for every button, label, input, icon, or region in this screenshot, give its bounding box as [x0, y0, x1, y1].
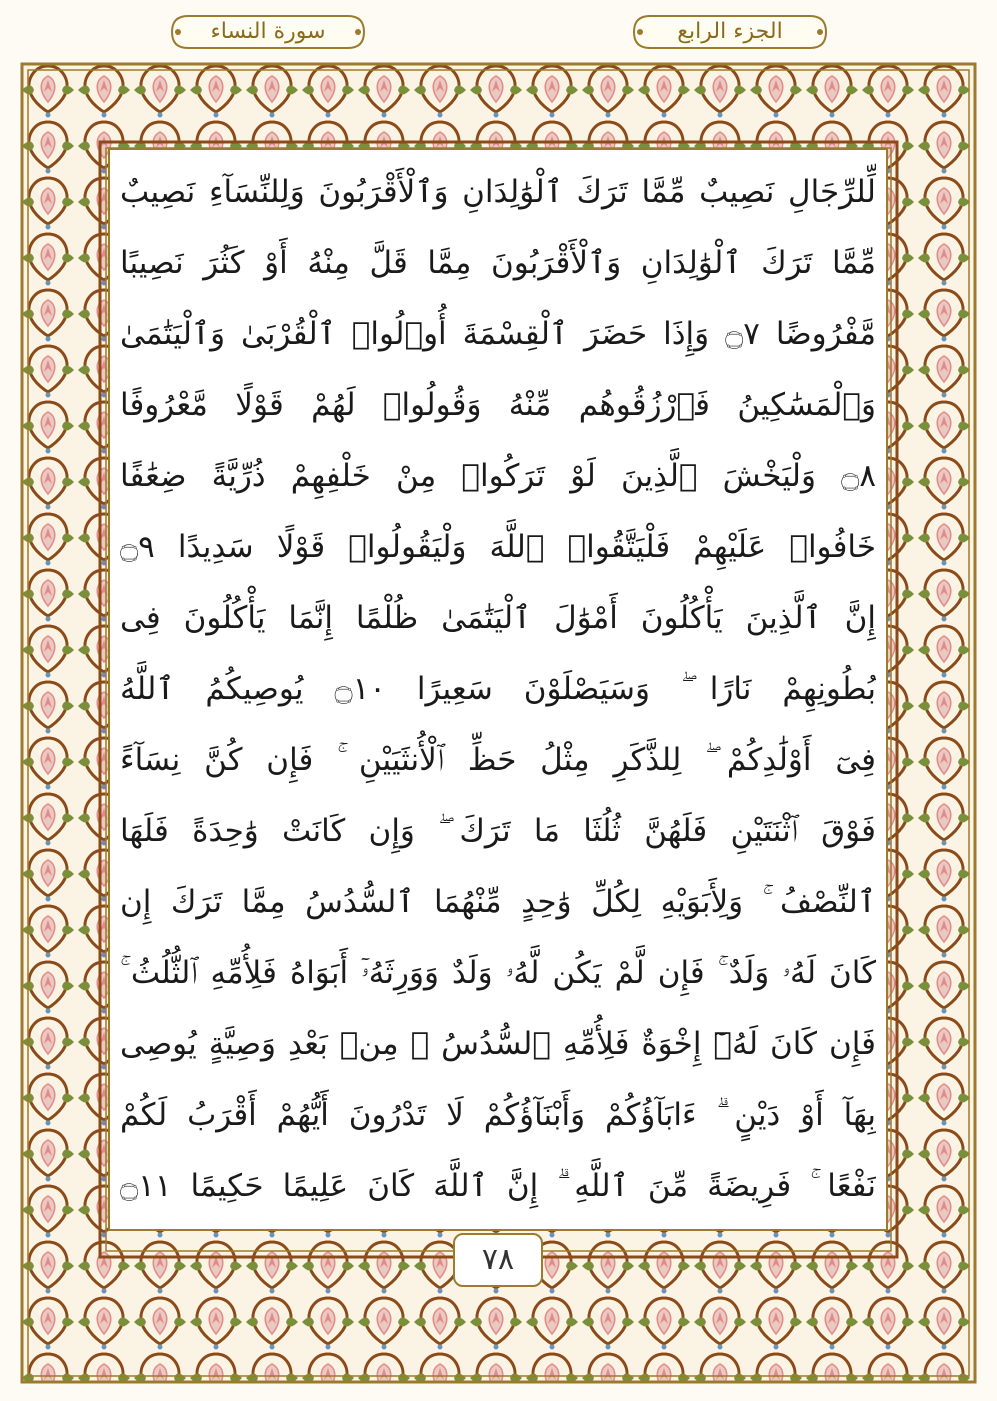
- quran-line-13: فَإِن كَانَ لَهُۥٓ إِخْوَةٌ فَلِأُمِّهِ ٱلسُّدُسُ ۚ مِنۢ بَعْدِ وَصِيَّةٍ يُوصِى: [120, 1026, 876, 1062]
- quran-line-4: وَٱلْمَسَٰكِينُ فَٱرْزُقُوهُم مِّنْهُ وَقُولُوا۟ لَهُمْ قَوْلًا مَّعْرُوفًا: [120, 387, 876, 423]
- quran-line-10: فَوْقَ ٱثْنَتَيْنِ فَلَهُنَّ ثُلُثَا مَا تَرَكَ ۖ وَإِن كَانَتْ وَٰحِدَةً فَلَهَا: [120, 813, 876, 849]
- page-number: ٧٨: [481, 1242, 515, 1277]
- quran-line-8: بُطُونِهِمْ نَارًا ۖ وَسَيَصْلَوْنَ سَعِيرًا ۝١٠ يُوصِيكُمُ ٱللَّهُ: [120, 671, 876, 707]
- surah-name-cartouche: [168, 12, 368, 52]
- quran-line-6: خَافُوا۟ عَلَيْهِمْ فَلْيَتَّقُوا۟ ٱللَّهَ وَلْيَقُولُوا۟ قَوْلًا سَدِيدًا ۝٩: [120, 529, 876, 565]
- page-number-box: [453, 1233, 543, 1287]
- quran-line-12: كَانَ لَهُۥ وَلَدٌ ۚ فَإِن لَّمْ يَكُن لَّهُۥ وَلَدٌ وَوَرِثَهُۥٓ أَبَوَاهُ فَلِأُمِّهِ ٱلثُّلُثُ ۚ: [120, 955, 876, 991]
- quran-line-11: ٱلنِّصْفُ ۚ وَلِأَبَوَيْهِ لِكُلِّ وَٰحِدٍ مِّنْهُمَا ٱلسُّدُسُ مِمَّا تَرَكَ إِن: [120, 884, 876, 920]
- quran-text-panel: [108, 148, 888, 1231]
- quran-line-14: بِهَآ أَوْ دَيْنٍ ۗ ءَابَآؤُكُمْ وَأَبْنَآؤُكُمْ لَا تَدْرُونَ أَيُّهُمْ أَقْرَبُ لَكُمْ: [120, 1097, 876, 1133]
- juz-name-cartouche: [630, 12, 830, 52]
- quran-line-9: فِىٓ أَوْلَٰدِكُمْ ۖ لِلذَّكَرِ مِثْلُ حَظِّ ٱلْأُنثَيَيْنِ ۚ فَإِن كُنَّ نِسَآءً: [120, 742, 876, 778]
- surah-name: سورة النساء: [210, 19, 326, 44]
- quran-line-1: لِّلرِّجَالِ نَصِيبٌ مِّمَّا تَرَكَ ٱلْوَٰلِدَانِ وَٱلْأَقْرَبُونَ وَلِلنِّسَآءِ نَصِيبٌ: [120, 174, 876, 210]
- quran-line-15: نَفْعًا ۚ فَرِيضَةً مِّنَ ٱللَّهِ ۗ إِنَّ ٱللَّهَ كَانَ عَلِيمًا حَكِيمًا ۝١١: [120, 1168, 876, 1204]
- quran-line-2: مِّمَّا تَرَكَ ٱلْوَٰلِدَانِ وَٱلْأَقْرَبُونَ مِمَّا قَلَّ مِنْهُ أَوْ كَثُرَ نَصِيبًا: [120, 245, 876, 281]
- quran-line-3: مَّفْرُوضًا ۝٧ وَإِذَا حَضَرَ ٱلْقِسْمَةَ أُو۟لُوا۟ ٱلْقُرْبَىٰ وَٱلْيَتَٰمَىٰ: [120, 316, 876, 352]
- quran-line-7: إِنَّ ٱلَّذِينَ يَأْكُلُونَ أَمْوَٰلَ ٱلْيَتَٰمَىٰ ظُلْمًا إِنَّمَا يَأْكُلُونَ فِى: [120, 600, 876, 636]
- quran-line-5: ۝٨ وَلْيَخْشَ ٱلَّذِينَ لَوْ تَرَكُوا۟ مِنْ خَلْفِهِمْ ذُرِّيَّةً ضِعَٰفًا: [120, 458, 876, 494]
- juz-name: الجزء الرابع: [677, 19, 783, 44]
